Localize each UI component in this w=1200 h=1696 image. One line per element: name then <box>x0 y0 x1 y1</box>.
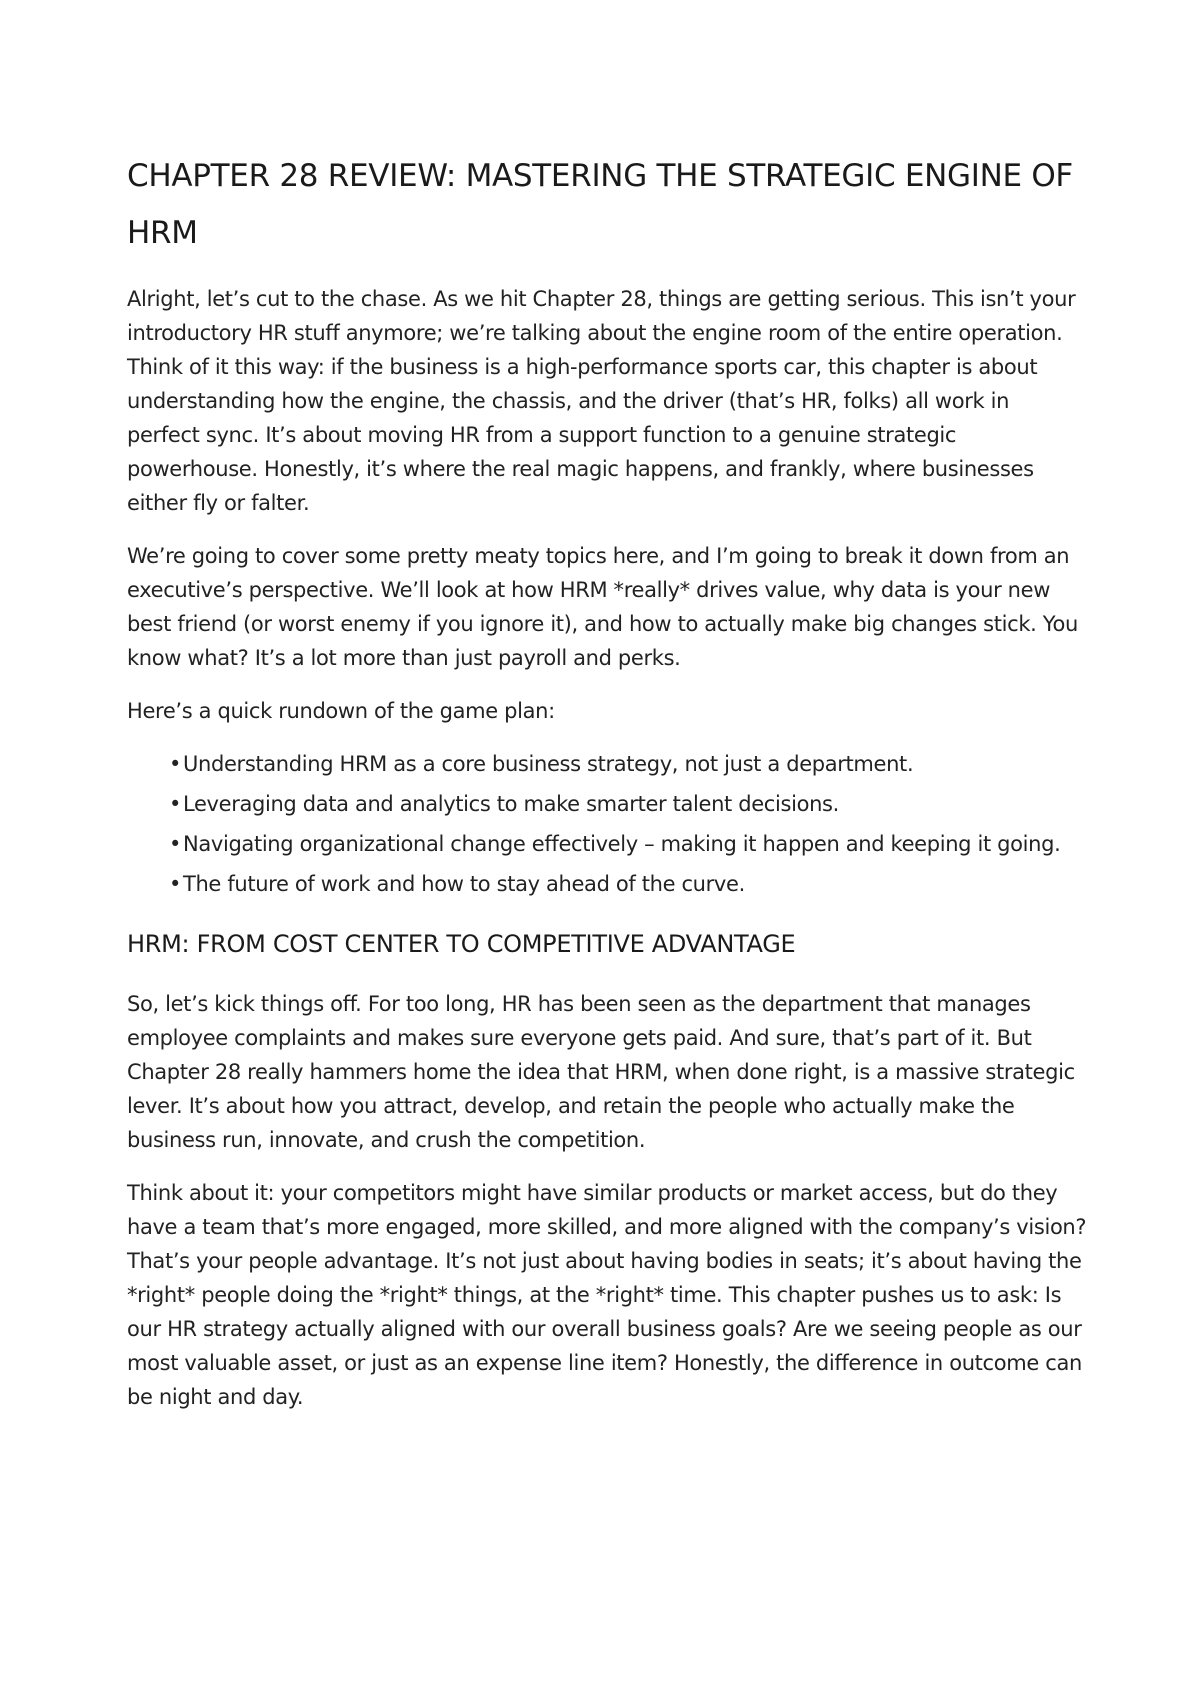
document-page <box>127 148 1087 1433</box>
bullet-icon: • <box>169 752 182 776</box>
intro-paragraph-3: Here’s a quick rundown of the game plan: <box>127 699 555 723</box>
section-heading: HRM: FROM COST CENTER TO COMPETITIVE ADVANTAGE <box>127 930 796 958</box>
page-title: CHAPTER 28 REVIEW: MASTERING THE STRATEGIC ENGINE OF HRM <box>127 158 1073 251</box>
intro-paragraph-2: We’re going to cover some pretty meaty topics here, and I’m going to break it down from an executive’s perspective. We’ll look at how HRM *really* drives value, why data is your new best friend (or worst enemy if you ignore it), and how to actually make big changes stick. You know what? It’s a lot more than just payroll and perks. <box>127 544 1078 670</box>
intro-paragraph-1: Alright, let’s cut to the chase. As we hit Chapter 28, things are getting serious. This isn’t your introductory HR stuff anymore; we’re talking about the engine room of the entire operation. Think of it this way: if the business is a high-performance sports car, this chapter is about understanding how the engine, the chassis, and the driver (that’s HR, folks) all work in perfect sync. It’s about moving HR from a support function to a genuine strategic powerhouse. Honestly, it’s where the real magic happens, and frankly, where businesses either fly or falter. <box>127 287 1076 515</box>
list-item-text: The future of work and how to stay ahead of the curve. <box>183 872 745 896</box>
list-item <box>171 787 1087 821</box>
list-item <box>171 747 1087 781</box>
list-item <box>171 867 1087 901</box>
section-paragraph-1: So, let’s kick things off. For too long, HR has been seen as the department that manages employee complaints and makes sure everyone gets paid. And sure, that’s part of it. But Chapter 28 really hammers home the idea that HRM, when done right, is a massive strategic lever. It’s about how you attract, develop, and retain the people who actually make the business run, innovate, and crush the competition. <box>127 992 1075 1152</box>
game-plan-list <box>127 747 1087 901</box>
list-item <box>171 827 1087 861</box>
list-item-text: Understanding HRM as a core business strategy, not just a department. <box>183 752 914 776</box>
bullet-icon: • <box>169 792 182 816</box>
list-item-text: Navigating organizational change effectively – making it happen and keeping it going. <box>183 832 1061 856</box>
section-paragraph-2: Think about it: your competitors might have similar products or market access, but do they have a team that’s more engaged, more skilled, and more aligned with the company’s vision? That’s your people advantage. It’s not just about having bodies in seats; it’s about having the *right* people doing the *right* things, at the *right* time. This chapter pushes us to ask: Is our HR strategy actually aligned with our overall business goals? Are we seeing people as our most valuable asset, or just as an expense line item? Honestly, the difference in outcome can be night and day. <box>127 1181 1087 1409</box>
bullet-icon: • <box>169 832 182 856</box>
bullet-icon: • <box>169 872 182 896</box>
list-item-text: Leveraging data and analytics to make smarter talent decisions. <box>183 792 839 816</box>
